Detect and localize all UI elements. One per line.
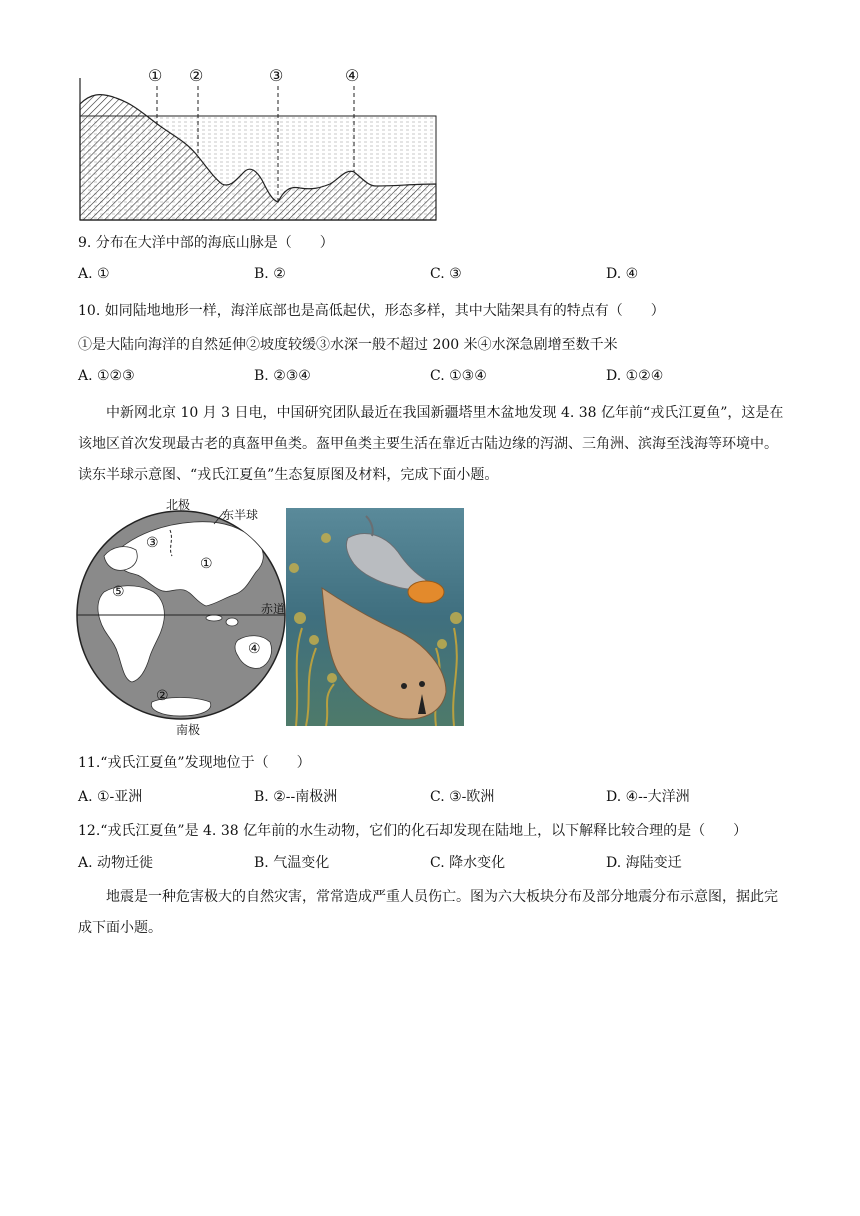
passage-fish-discovery: 中新网北京 10 月 3 日电，中国研究团队最近在我国新疆塔里木盆地发现 4. 38 亿年前“戎氏江夏鱼”，这是在该地区首次发现最古老的真盔甲鱼类。盔甲鱼类主要生活在靠近古陆边缘的泻湖、三角洲、滨海至浅海等环境中。读东半球示意图、“戎氏江夏鱼”生态复原图及材料，完成下面小题。	[78, 405, 784, 483]
profile-marker-1: ①	[148, 66, 163, 85]
question-11-stem: 11.“戎氏江夏鱼”发现地位于（ ）	[78, 755, 311, 771]
q12-option-d[interactable]: D. 海陆变迁	[606, 855, 682, 871]
q11-option-c[interactable]: C. ③-欧洲	[430, 789, 495, 805]
q9-option-c[interactable]: C. ③	[430, 266, 462, 282]
q11-option-a[interactable]: A. ①-亚洲	[78, 789, 143, 805]
q10-option-a[interactable]: A. ①②③	[78, 368, 135, 384]
q10-option-d[interactable]: D. ①②④	[606, 368, 664, 384]
globe-label-1: ①	[200, 556, 213, 572]
question-10-stem: 10. 如同陆地地形一样，海洋底部也是高低起伏，形态多样，其中大陆架具有的特点有（ ）	[78, 303, 665, 319]
globe-label-4: ④	[248, 641, 261, 657]
q11-option-b[interactable]: B. ②--南极洲	[254, 789, 338, 805]
q9-option-b[interactable]: B. ②	[254, 266, 286, 282]
fish-ecological-restoration-image	[286, 508, 464, 726]
equator-label: 赤道	[261, 602, 286, 616]
q10-option-b[interactable]: B. ②③④	[254, 368, 311, 384]
eastern-hemisphere-globe	[74, 494, 288, 736]
orange-fish	[408, 581, 444, 603]
q12-option-c[interactable]: C. 降水变化	[430, 855, 506, 871]
globe-label-2: ②	[156, 688, 169, 704]
question-12-stem: 12.“戎氏江夏鱼”是 4. 38 亿年前的水生动物，它们的化石却发现在陆地上，以下解释比较合理的是（ ）	[78, 823, 748, 839]
question-9-stem: 9. 分布在大洋中部的海底山脉是（ ）	[78, 235, 334, 251]
q9-option-a[interactable]: A. ①	[78, 266, 110, 282]
q9-option-d[interactable]: D. ④	[606, 266, 639, 282]
passage-earthquake: 地震是一种危害极大的自然灾害，常常造成严重人员伤亡。图为六大板块分布及部分地震分布示意图，据此完成下面小题。	[78, 889, 778, 936]
q12-option-b[interactable]: B. 气温变化	[254, 855, 330, 871]
q10-option-c[interactable]: C. ①③④	[430, 368, 487, 384]
eastern-hemisphere-label: 东半球	[222, 508, 259, 522]
q11-option-d[interactable]: D. ④--大洋洲	[606, 789, 690, 805]
south-pole-label: 南极	[176, 723, 201, 737]
profile-marker-4: ④	[345, 66, 360, 85]
globe-label-3: ③	[146, 535, 159, 551]
globe-label-5: ⑤	[112, 584, 125, 600]
q12-option-a[interactable]: A. 动物迁徙	[78, 855, 154, 871]
profile-marker-2: ②	[189, 66, 204, 85]
question-10-statements: ①是大陆向海洋的自然延伸②坡度较缓③水深一般不超过 200 米④水深急剧增至数千米	[78, 337, 618, 353]
ocean-floor-profile-figure	[76, 64, 440, 224]
north-pole-label: 北极	[166, 498, 191, 512]
profile-marker-3: ③	[269, 66, 284, 85]
